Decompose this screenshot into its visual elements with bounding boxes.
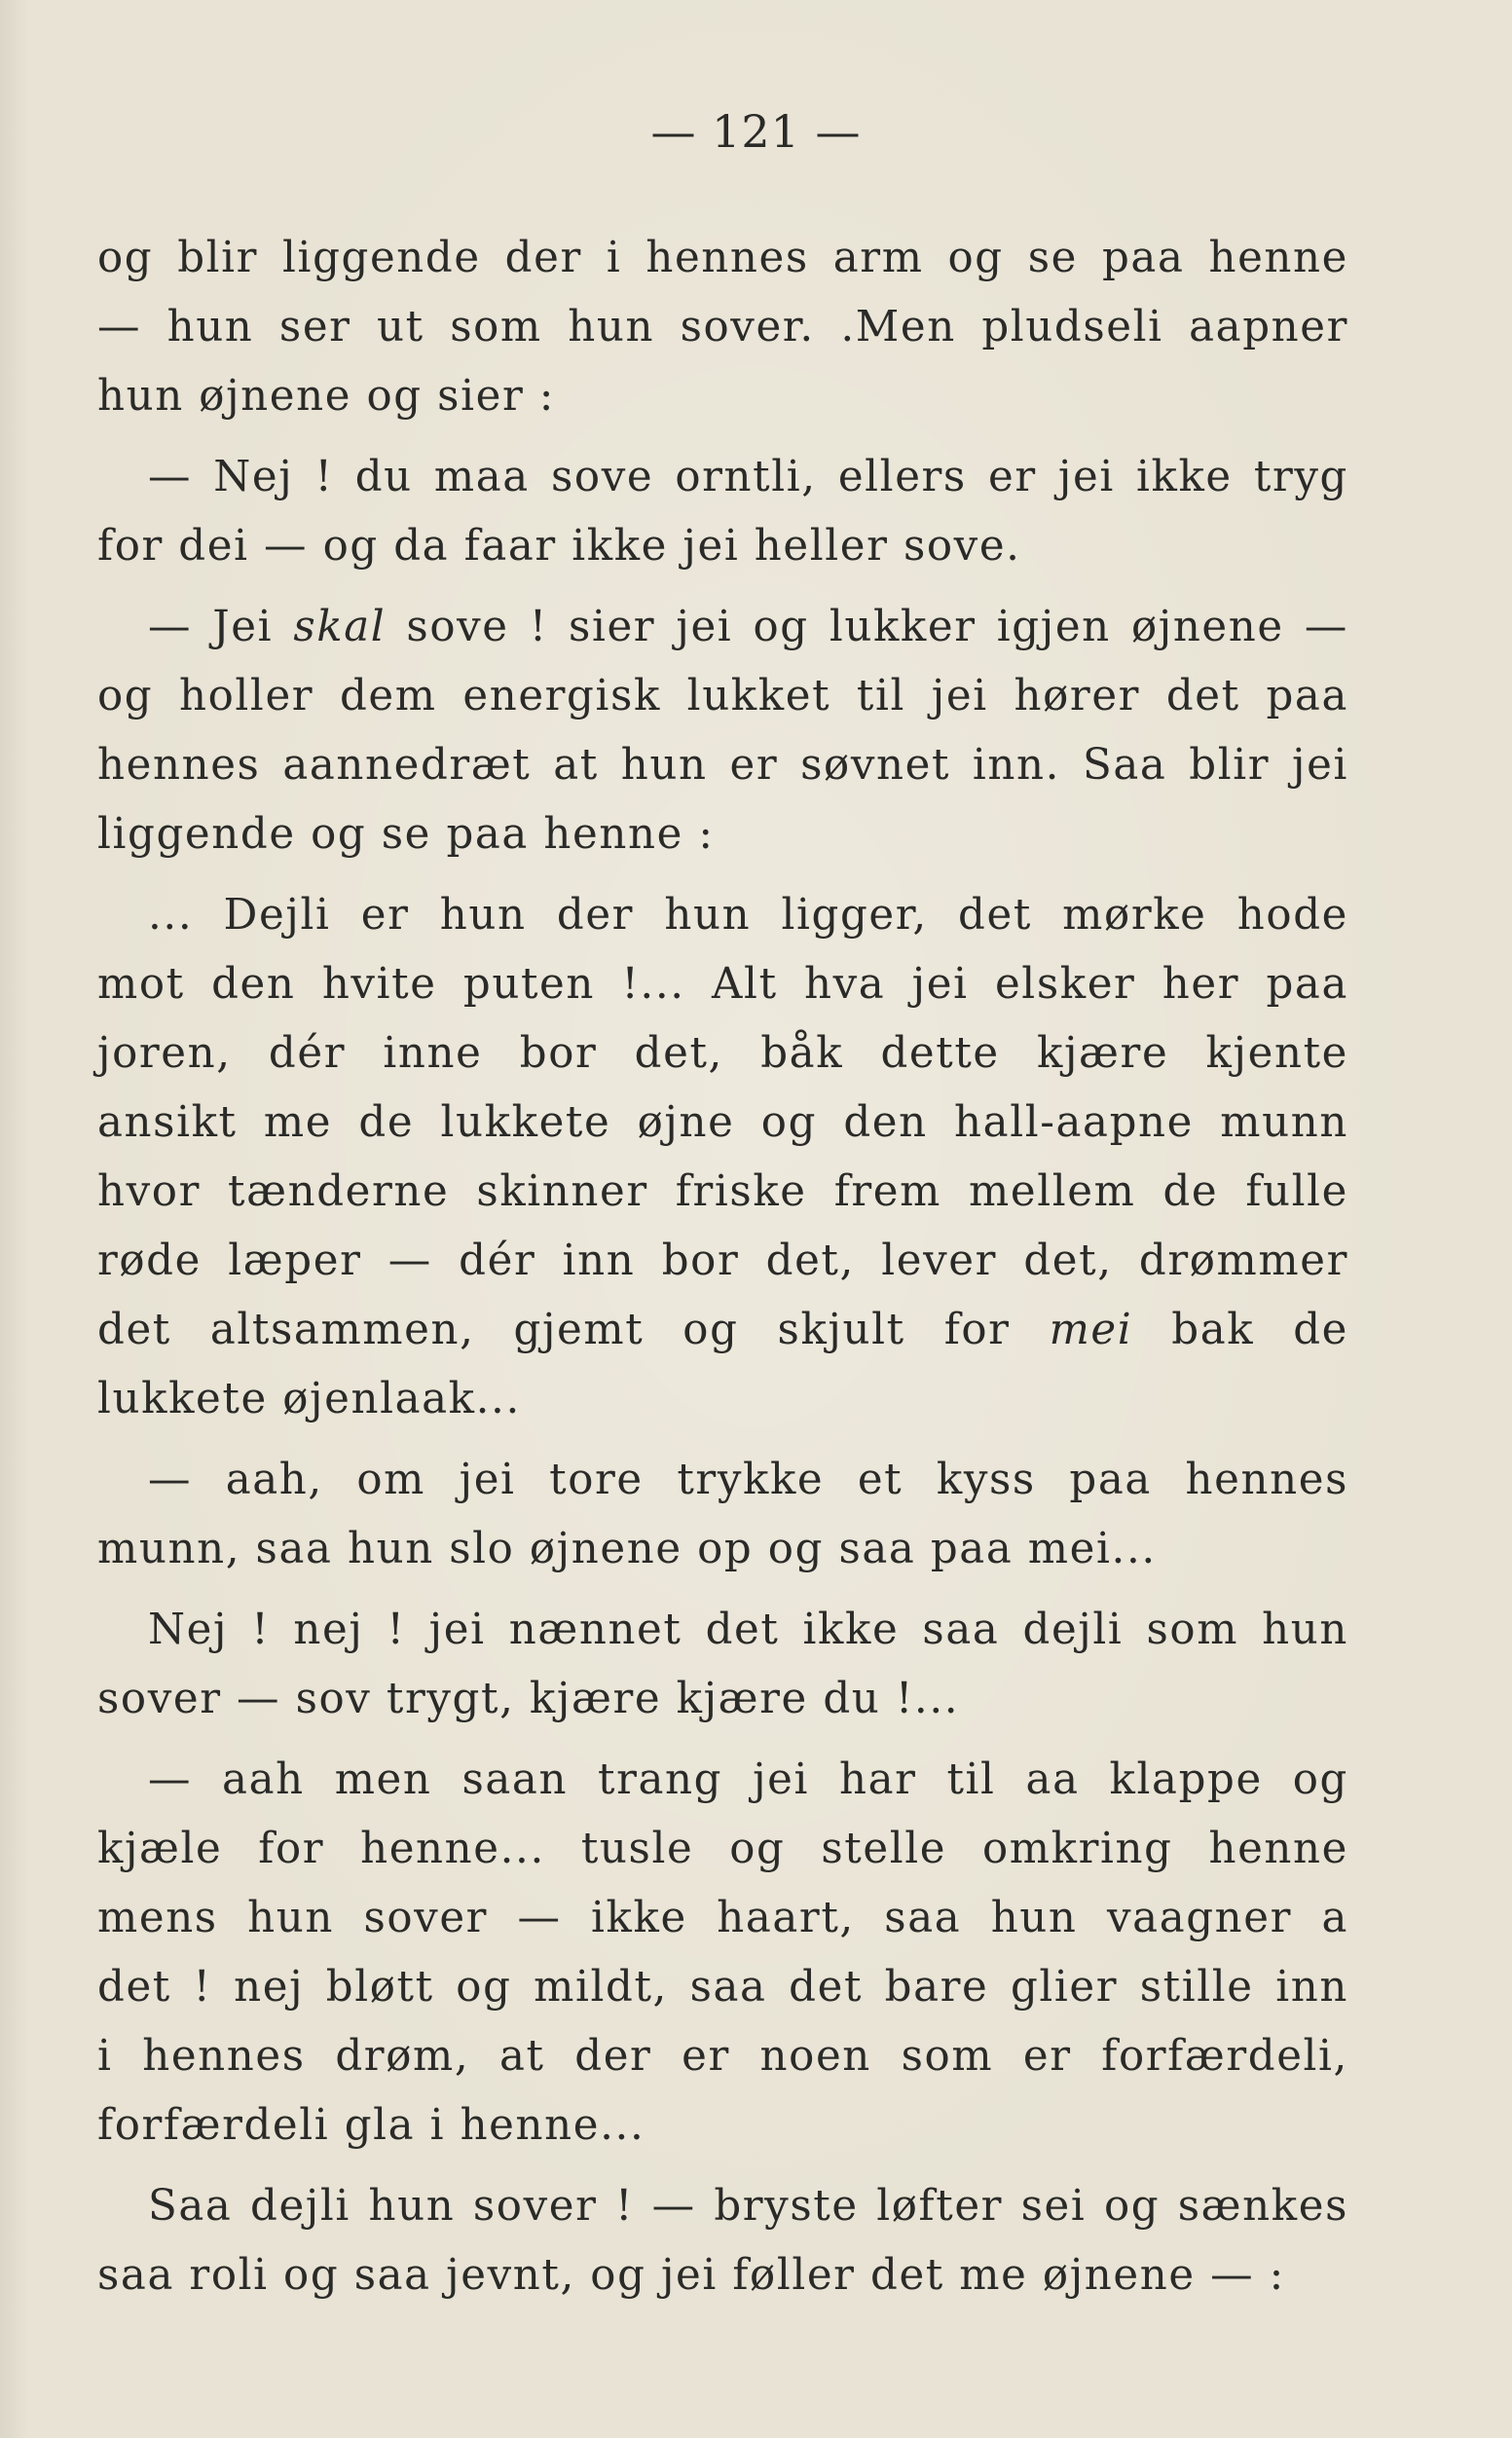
text-line: munn, saa hun slo øjnene op og saa paa mei... xyxy=(97,1525,1157,1573)
text-line xyxy=(97,593,1348,662)
text-line: sover — sov trygt, kjære kjære du !... xyxy=(97,1675,960,1723)
text-line: — hun ser ut som hun sover. .Men pludseli aapner xyxy=(97,303,1348,351)
body-text xyxy=(97,224,1348,2322)
text-line: ansikt me de lukkete øjne og den hall-aapne munn xyxy=(97,1098,1348,1147)
paragraph xyxy=(97,1446,1348,1584)
emphasized-word: mei xyxy=(1049,1306,1133,1354)
paragraph xyxy=(97,1746,1348,2161)
text-line: Saa dejli hun sover ! — bryste løfter sei og sænkes xyxy=(148,2182,1348,2231)
text-line: i hennes drøm, at der er noen som er forfærdeli, xyxy=(97,2032,1348,2081)
text-line: mot den hvite puten !... Alt hva jei elsker her paa xyxy=(97,960,1348,1009)
text-line: hun øjnene og sier : xyxy=(97,372,556,421)
text-line xyxy=(97,1296,1348,1365)
text-line: det ! nej bløtt og mildt, saa det bare glier stille inn xyxy=(97,1963,1348,2012)
text-line: liggende og se paa henne : xyxy=(97,810,715,859)
paragraph xyxy=(97,224,1348,431)
text-line: mens hun sover — ikke haart, saa hun vaagner a xyxy=(97,1894,1348,1942)
text-line: — Nej ! du maa sove orntli, ellers er jei ikke tryg xyxy=(148,453,1348,501)
text-line: joren, dér inne bor det, båk dette kjære kjente xyxy=(97,1029,1348,1078)
text-segment: — Jei xyxy=(148,603,294,651)
text-line: ... Dejli er hun der hun ligger, det mørke hode xyxy=(148,891,1348,940)
text-line: røde læper — dér inn bor det, lever det, drømmer xyxy=(97,1237,1348,1285)
text-line: og holler dem energisk lukket til jei hører det paa xyxy=(97,672,1348,720)
text-line: Nej ! nej ! jei nænnet det ikke saa dejli som hun xyxy=(148,1606,1348,1654)
paragraph xyxy=(97,443,1348,581)
text-line: — aah, om jei tore trykke et kyss paa hennes xyxy=(148,1456,1348,1504)
text-line: kjæle for henne... tusle og stelle omkring henne xyxy=(97,1825,1348,1873)
emphasized-word: skal xyxy=(293,603,387,651)
paragraph xyxy=(97,881,1348,1434)
text-line: for dei — og da faar ikke jei heller sove. xyxy=(97,522,1021,571)
text-line: forfærdeli gla i henne... xyxy=(97,2101,645,2150)
text-segment: bak de xyxy=(1132,1306,1348,1354)
text-line: og blir liggende der i hennes arm og se paa henne xyxy=(97,234,1348,282)
text-line: saa roli og saa jevnt, og jei føller det me øjnene — : xyxy=(97,2251,1285,2300)
paragraph xyxy=(97,593,1348,869)
text-line: — aah men saan trang jei har til aa klappe og xyxy=(148,1755,1348,1804)
text-segment: sove ! sier jei og lukker igjen øjnene — xyxy=(386,603,1348,651)
text-line: hvor tænderne skinner friske frem mellem de fulle xyxy=(97,1167,1348,1216)
paragraph xyxy=(97,2172,1348,2310)
text-line: lukkete øjenlaak... xyxy=(97,1375,521,1423)
text-segment: det altsammen, gjemt og skjult for xyxy=(97,1306,1050,1354)
paragraph xyxy=(97,1596,1348,1734)
page-number: — 121 — xyxy=(650,105,862,158)
text-line: hennes aannedræt at hun er søvnet inn. Saa blir jei xyxy=(97,741,1348,790)
